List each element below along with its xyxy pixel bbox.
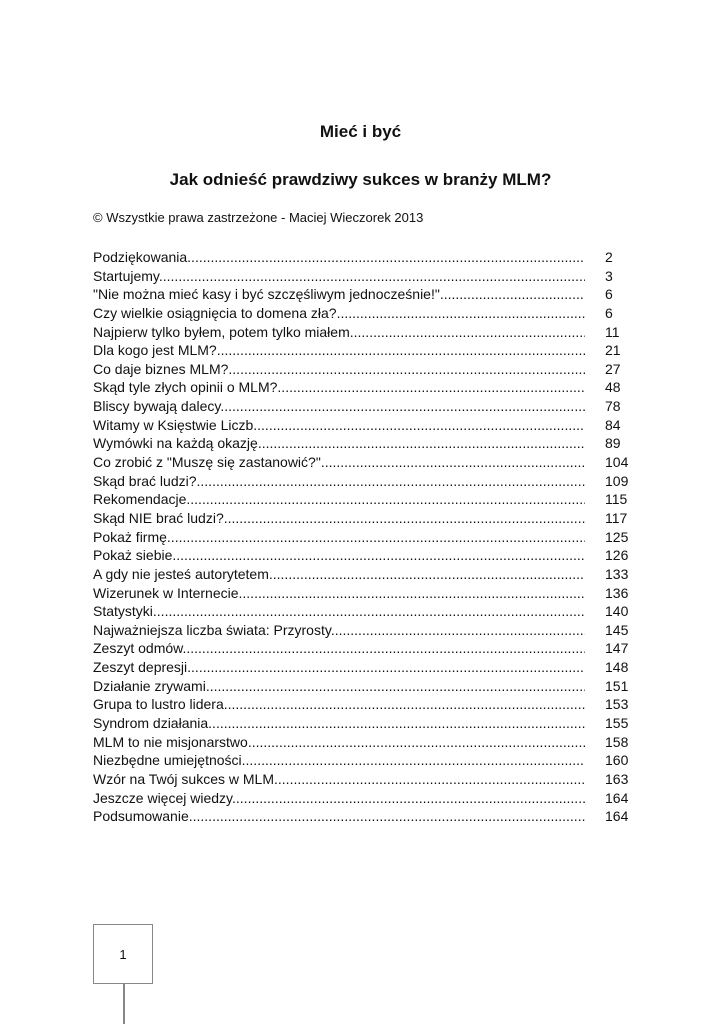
toc-entry-page: 140 [605,603,629,620]
toc-entry[interactable] [93,434,633,453]
toc-entry[interactable] [93,285,633,304]
toc-entry-page: 27 [605,360,621,377]
toc-entry-page: 164 [605,808,629,825]
toc-entry-page: 160 [605,752,629,769]
toc-entry-title: Niezbędne umiejętności ..... [93,751,585,770]
toc-entry-page: 147 [605,640,629,657]
toc-entry-title: Syndrom działania ..... [93,714,585,733]
toc-entry[interactable] [93,360,633,379]
toc-entry-title: Pokaż firmę ..... [93,528,585,547]
toc-entry-title: Podziękowania ..... [93,248,585,267]
toc-entry[interactable] [93,490,633,509]
toc-entry[interactable] [93,584,633,603]
toc-entry-page: 153 [605,696,629,713]
toc-entry[interactable] [93,658,633,677]
toc-entry-page: 78 [605,398,621,415]
page-number-connector-line [123,984,125,1024]
document-subtitle: Jak odnieść prawdziwy sukces w branży MLM? [169,170,552,189]
toc-entry-title: Wymówki na każdą okazję ..... [93,434,585,453]
toc-entry[interactable] [93,416,633,435]
toc-entry[interactable] [93,770,633,789]
toc-entry-title: Wizerunek w Internecie ..... [93,584,585,603]
toc-entry[interactable] [93,378,633,397]
toc-entry[interactable] [93,509,633,528]
toc-entry-title: Zeszyt odmów ..... [93,639,585,658]
toc-entry-page: 109 [605,472,629,489]
toc-entry[interactable] [93,751,633,770]
toc-entry-title: Rekomendacje ..... [93,490,585,509]
toc-entry-page: 126 [605,547,629,564]
toc-entry-title: Bliscy bywają dalecy ..... [93,397,585,416]
toc-entry[interactable] [93,621,633,640]
toc-entry[interactable] [93,267,633,286]
toc-entry[interactable] [93,453,633,472]
toc-entry-page: 125 [605,528,629,545]
toc-entry-title: A gdy nie jesteś autorytetem ..... [93,565,585,584]
toc-entry-title: Witamy w Księstwie Liczb ..... [93,416,585,435]
toc-entry-title: Co daje biznes MLM? ..... [93,360,585,379]
toc-entry-page: 145 [605,621,629,638]
toc-entry-title: MLM to nie misjonarstwo ..... [93,733,585,752]
toc-entry-title: Co zrobić z "Muszę się zastanowić?" ..... [93,453,585,472]
toc-entry[interactable] [93,807,633,826]
toc-entry-page: 158 [605,733,629,750]
toc-entry-title: Zeszyt depresji ..... [93,658,585,677]
document-title: Mieć i być [319,122,402,141]
toc-entry-page: 163 [605,770,629,787]
toc-entry[interactable] [93,472,633,491]
toc-entry-page: 84 [605,416,621,433]
toc-entry-page: 133 [605,565,629,582]
toc-entry[interactable] [93,248,633,267]
toc-entry-page: 3 [605,267,613,284]
toc-entry-title: Dla kogo jest MLM? ..... [93,341,585,360]
toc-entry-page: 2 [605,249,613,265]
toc-entry[interactable] [93,695,633,714]
toc-entry[interactable] [93,528,633,547]
toc-entry-page: 21 [605,342,621,359]
toc-entry-page: 164 [605,789,629,806]
toc-entry-title: Pokaż siebie ..... [93,546,585,565]
toc-entry[interactable] [93,733,633,752]
toc-entry[interactable] [93,677,633,696]
toc-entry-title: Najważniejsza liczba świata: Przyrosty ..... [93,621,585,640]
toc-entry-title: Grupa to lustro lidera ..... [93,695,585,714]
toc-entry-title: Skąd NIE brać ludzi? ..... [93,509,585,528]
toc-entry-title: Skąd tyle złych opinii o MLM? ..... [93,378,585,397]
toc-entry[interactable] [93,546,633,565]
toc-entry-title: Startujemy ..... [93,267,585,286]
toc-entry-title: Podsumowanie ..... [93,807,585,826]
toc-entry-page: 104 [605,454,629,471]
toc-entry-title: Skąd brać ludzi? ..... [93,472,585,491]
toc-entry-page: 117 [605,509,628,526]
toc-entry-page: 11 [605,323,620,340]
copyright-notice: © Wszystkie prawa zastrzeżone - Maciej Wieczorek 2013 [93,210,424,225]
toc-entry[interactable] [93,323,633,342]
toc-entry[interactable] [93,602,633,621]
toc-entry-title: Jeszcze więcej wiedzy ..... [93,789,585,808]
toc-entry-page: 136 [605,584,629,601]
toc-entry-page: 115 [605,491,628,508]
toc-entry[interactable] [93,639,633,658]
toc-entry[interactable] [93,714,633,733]
toc-entry-title: Najpierw tylko byłem, potem tylko miałem ..... [93,323,585,342]
toc-entry-title: Wzór na Twój sukces w MLM ..... [93,770,585,789]
toc-entry-page: 151 [605,677,629,694]
toc-entry[interactable] [93,304,633,323]
toc-entry-title: "Nie można mieć kasy i być szczęśliwym jednocześnie!" ..... [93,285,585,304]
toc-entry[interactable] [93,565,633,584]
toc-entry-title: Czy wielkie osiągnięcia to domena zła? ..... [93,304,585,323]
table-of-contents [93,248,633,826]
toc-entry-page: 89 [605,435,621,452]
toc-entry[interactable] [93,341,633,360]
toc-entry-page: 148 [605,659,629,676]
toc-entry-page: 6 [605,286,613,303]
page-number-box [93,924,153,984]
page-number: 1 [119,946,127,962]
toc-entry[interactable] [93,397,633,416]
toc-entry-page: 48 [605,379,621,396]
toc-entry-title: Statystyki ..... [93,602,585,621]
toc-entry-page: 6 [605,304,613,321]
toc-entry-title: Działanie zrywami ..... [93,677,585,696]
toc-entry-page: 155 [605,715,629,732]
toc-entry[interactable] [93,789,633,808]
